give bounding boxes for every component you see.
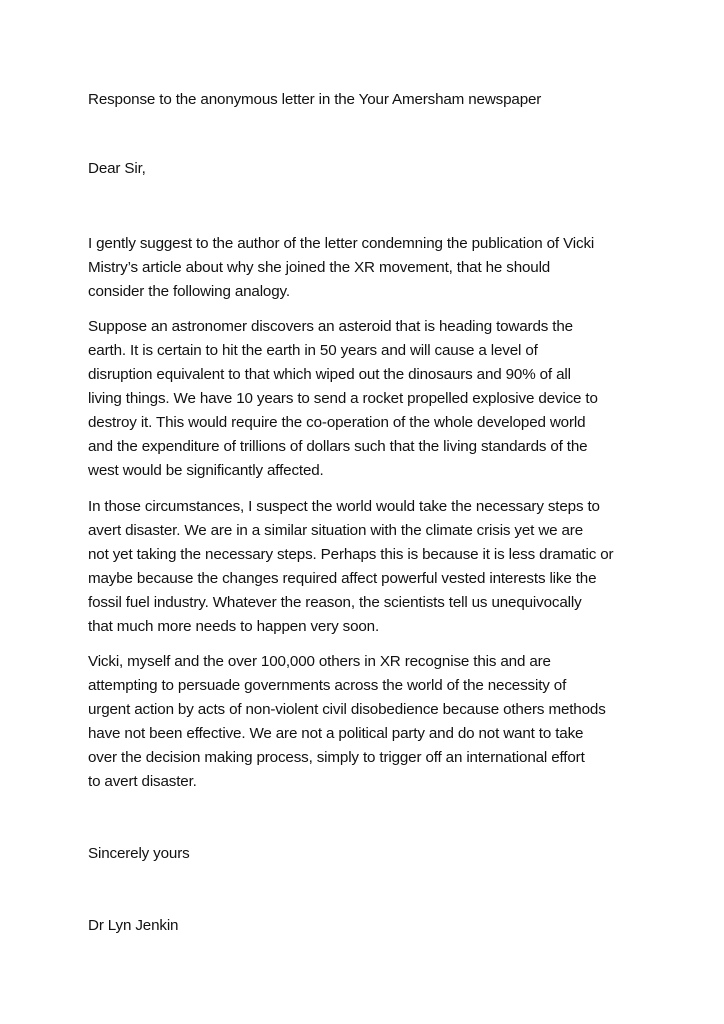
closing bbox=[88, 842, 688, 866]
paragraph-line: that much more needs to happen very soon. bbox=[88, 618, 380, 635]
paragraph-line: have not been effective. We are not a political party and do not want to take bbox=[88, 725, 584, 742]
paragraph-line: I gently suggest to the author of the letter condemning the publication of Vicki bbox=[88, 235, 595, 252]
heading-text: Response to the anonymous letter in the Your Amersham newspaper bbox=[88, 91, 542, 108]
paragraph-line: attempting to persuade governments across the world of the necessity of bbox=[88, 677, 567, 694]
paragraph-line: destroy it. This would require the co-operation of the whole developed world bbox=[88, 414, 586, 431]
paragraph-2 bbox=[88, 315, 688, 483]
letter-heading bbox=[88, 88, 688, 112]
signature-text: Dr Lyn Jenkin bbox=[88, 917, 179, 934]
paragraph-line: and the expenditure of trillions of dollars such that the living standards of the bbox=[88, 438, 588, 455]
paragraph-1 bbox=[88, 232, 688, 304]
paragraph-line: earth. It is certain to hit the earth in 50 years and will cause a level of bbox=[88, 342, 538, 359]
paragraph-line: urgent action by acts of non-violent civil disobedience because others methods bbox=[88, 701, 606, 718]
closing-text: Sincerely yours bbox=[88, 845, 190, 862]
signature bbox=[88, 914, 688, 938]
paragraph-line: avert disaster. We are in a similar situation with the climate crisis yet we are bbox=[88, 522, 584, 539]
paragraph-line: living things. We have 10 years to send a rocket propelled explosive device to bbox=[88, 390, 598, 407]
paragraph-line: to avert disaster. bbox=[88, 773, 197, 790]
salutation bbox=[88, 157, 688, 181]
paragraph-4 bbox=[88, 650, 688, 794]
paragraph-line: In those circumstances, I suspect the world would take the necessary steps to bbox=[88, 498, 600, 515]
paragraph-line: fossil fuel industry. Whatever the reason, the scientists tell us unequivocally bbox=[88, 594, 582, 611]
paragraph-line: disruption equivalent to that which wiped out the dinosaurs and 90% of all bbox=[88, 366, 571, 383]
paragraph-line: Vicki, myself and the over 100,000 others in XR recognise this and are bbox=[88, 653, 551, 670]
salutation-text: Dear Sir, bbox=[88, 160, 146, 177]
paragraph-3 bbox=[88, 495, 688, 639]
paragraph-line: not yet taking the necessary steps. Perhaps this is because it is less dramatic or bbox=[88, 546, 614, 563]
paragraph-line: west would be significantly affected. bbox=[88, 462, 324, 479]
paragraph-line: Suppose an astronomer discovers an asteroid that is heading towards the bbox=[88, 318, 573, 335]
paragraph-line: consider the following analogy. bbox=[88, 283, 290, 300]
paragraph-line: Mistry’s article about why she joined the XR movement, that he should bbox=[88, 259, 551, 276]
paragraph-line: maybe because the changes required affect powerful vested interests like the bbox=[88, 570, 597, 587]
paragraph-line: over the decision making process, simply to trigger off an international effort bbox=[88, 749, 585, 766]
